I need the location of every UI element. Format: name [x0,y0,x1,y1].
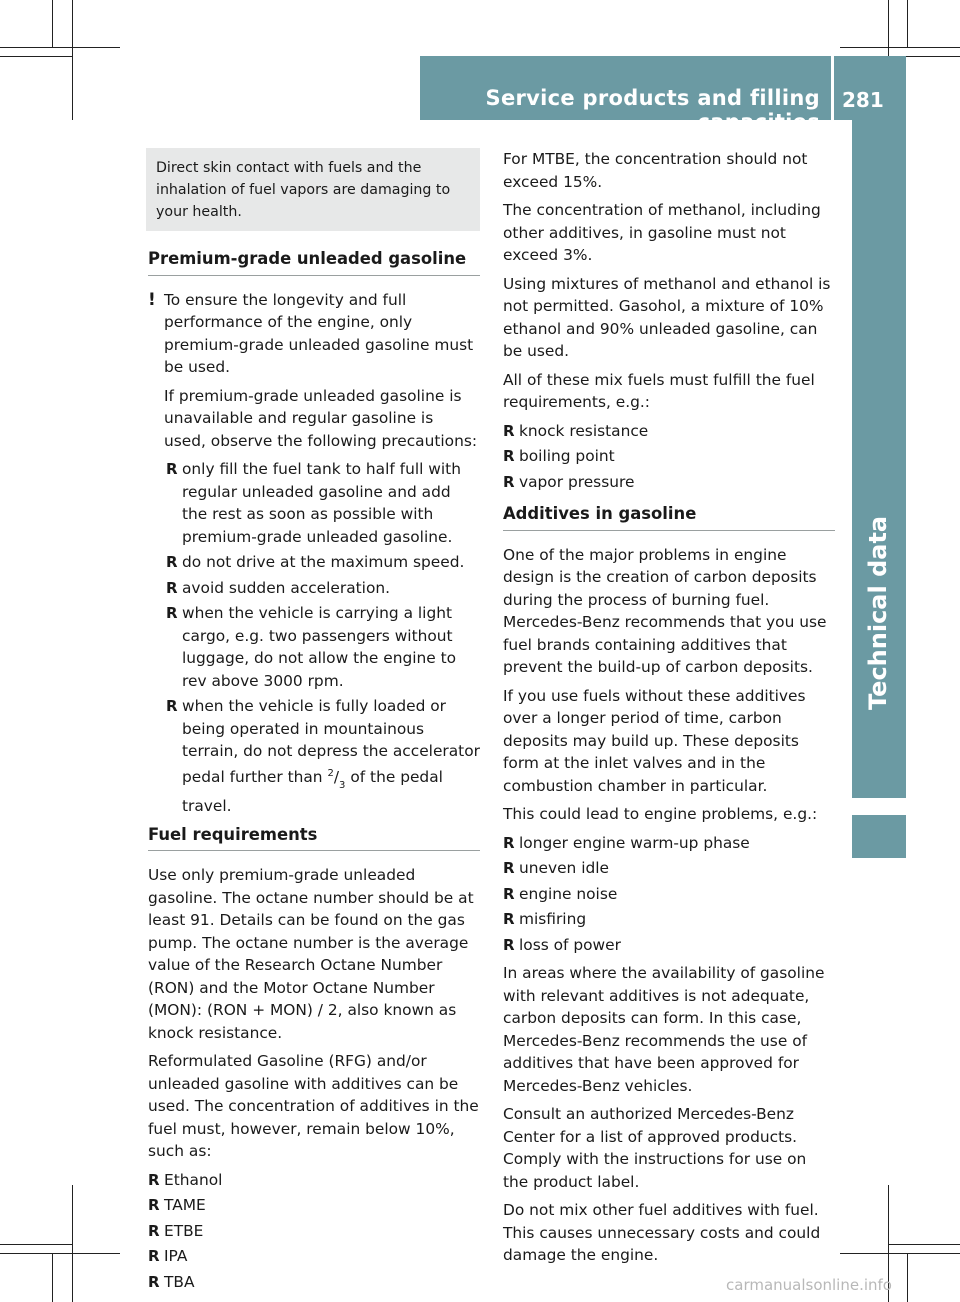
bullet-icon: R [503,833,515,852]
list-item: R ETBE [148,1220,480,1243]
watermark: carmanualsonline.info [726,1276,892,1294]
section-heading-additives: Additives in gasoline [503,503,835,531]
warning-text: Direct skin contact with fuels and the inhalation of fuel vapors are damaging to your health. [156,160,451,220]
right-column [503,148,835,1273]
crop-mark [0,47,120,48]
paragraph: If you use fuels without these additives over a longer period of time, carbon deposits may build up. These deposits form at the inlet valves and in the combustion chamber in particular. [503,686,806,795]
bullet-icon: R [503,859,515,877]
crop-mark [907,0,908,47]
list-item: R vapor pressure [503,471,835,494]
notice-paragraph: To ensure the longevity and full performance of the engine, only premium-grade unleaded gasoline must be used. [164,290,474,376]
bullet-icon: R [503,472,515,491]
list-item: R TBA [148,1271,480,1294]
crop-mark [0,1253,120,1254]
bullet-icon: R [503,935,515,954]
bullet-icon: R [148,1272,160,1291]
page-title: Service products and filling capacities [485,86,820,134]
crop-mark [52,1253,53,1302]
crop-mark [907,1253,908,1302]
bullet-icon: R [148,1247,160,1266]
notice-paragraph: If premium-grade unleaded gasoline is unavailable and regular gasoline is used, observe the following precautions: [164,386,478,450]
bullet-icon: R [166,553,178,571]
paragraph: This could lead to engine problems, e.g.: [503,805,818,823]
list-item: R loss of power [503,934,835,957]
list-item: R IPA [148,1245,480,1268]
paragraph: Do not mix other fuel additives with fuel. This causes unnecessary costs and could damage the engine. [503,1201,821,1264]
paragraph: Using mixtures of methanol and ethanol is not permitted. Gasohol, a mixture of 10% ethanol and 90% unleaded gasoline, can be used. [503,274,831,360]
crop-mark [52,0,53,47]
bullet-icon: R [166,578,178,597]
paragraph: Consult an authorized Mercedes-Benz Center for a list of approved products. Comply with the instructions for use on the product label. [503,1105,807,1191]
chapter-tab-label: Technical data [864,515,892,710]
paragraph: All of these mix fuels must fulfill the fuel requirements, e.g.: [503,370,815,411]
bullet-icon: R [166,604,178,622]
crop-mark [72,1185,73,1302]
list-item: R TAME [148,1194,480,1217]
crop-mark [888,1244,960,1245]
paragraph: Reformulated Gasoline (RFG) and/or unleaded gasoline with additives can be used. The concentration of additives in the fuel must, however, remain below 10%, such as: [148,1052,479,1161]
problems-list [503,832,835,957]
bullet-icon: R [166,460,178,478]
list-item: R do not drive at the maximum speed. [166,551,480,574]
chapter-marker [852,815,906,858]
bullet-icon: R [148,1221,160,1240]
list-item: R avoid sudden acceleration. [166,577,480,600]
left-column [148,148,480,1299]
section-heading-premium: Premium-grade unleaded gasoline [148,248,480,276]
warning-box [146,148,480,231]
crop-mark [840,47,960,48]
paragraph: Use only premium-grade unleaded gasoline. The octane number should be at least 91. Details can be found on the gas pump. The octane number is the average value of the Research Octane Number (RON) and the Motor Octane Number (MON): (RON + MON) / 2, also known as knock resistance. [148,866,474,1042]
list-item: R knock resistance [503,420,835,443]
paragraph: For MTBE, the concentration should not exceed 15%. [503,150,808,191]
list-item: R when the vehicle is carrying a light cargo, e.g. two passengers without luggage, do not allow the engine to rev above 3000 rpm. [166,604,457,690]
bullet-icon: R [148,1196,160,1215]
bullet-icon: R [166,697,178,715]
list-item: R when the vehicle is fully loaded or being operated in mountainous terrain, do not depress the accelerator pedal further than $^2/_3$ of the pedal travel. [166,697,480,816]
crop-mark [72,0,73,120]
bullet-icon: R [503,447,515,465]
list-item: R uneven idle [503,857,835,880]
precautions-list [166,458,480,818]
additives-list [148,1169,480,1294]
bullet-icon: R [503,910,515,928]
section-heading-fuel: Fuel requirements [148,824,480,852]
fraction: $^2/_3$ [327,767,346,791]
bullet-icon: R [503,884,515,903]
crop-mark [0,1244,72,1245]
notice-block [148,289,480,818]
list-item: R Ethanol [148,1169,480,1192]
crop-mark [840,1253,960,1254]
bullet-icon: R [503,421,515,440]
exclamation-icon: ! [148,289,156,310]
list-item: R only fill the fuel tank to half full with regular unleaded gasoline and add the rest as soon as possible with premium-grade unleaded gasoline. [166,460,461,546]
paragraph: The concentration of methanol, including other additives, in gasoline must not exceed 3%. [503,201,821,264]
paragraph: In areas where the availability of gasoline with relevant additives is not adequate, carbon deposits can form. In this case, Mercedes-Benz recommends the use of additives that have been approved for Mercedes-Benz vehicles. [503,964,825,1095]
page-number: 281 [842,88,884,112]
header-divider [831,56,834,120]
list-item: R misfiring [503,908,835,931]
list-item: R engine noise [503,883,835,906]
bullet-icon: R [148,1170,160,1189]
list-item: R longer engine warm-up phase [503,832,835,855]
paragraph: One of the major problems in engine design is the creation of carbon deposits during the process of burning fuel. Mercedes-Benz recommends that you use fuel brands containing additives that prevent the build-up of carbon deposits. [503,545,827,676]
list-item: R boiling point [503,445,835,468]
requirements-list [503,420,835,494]
crop-mark [0,56,72,57]
